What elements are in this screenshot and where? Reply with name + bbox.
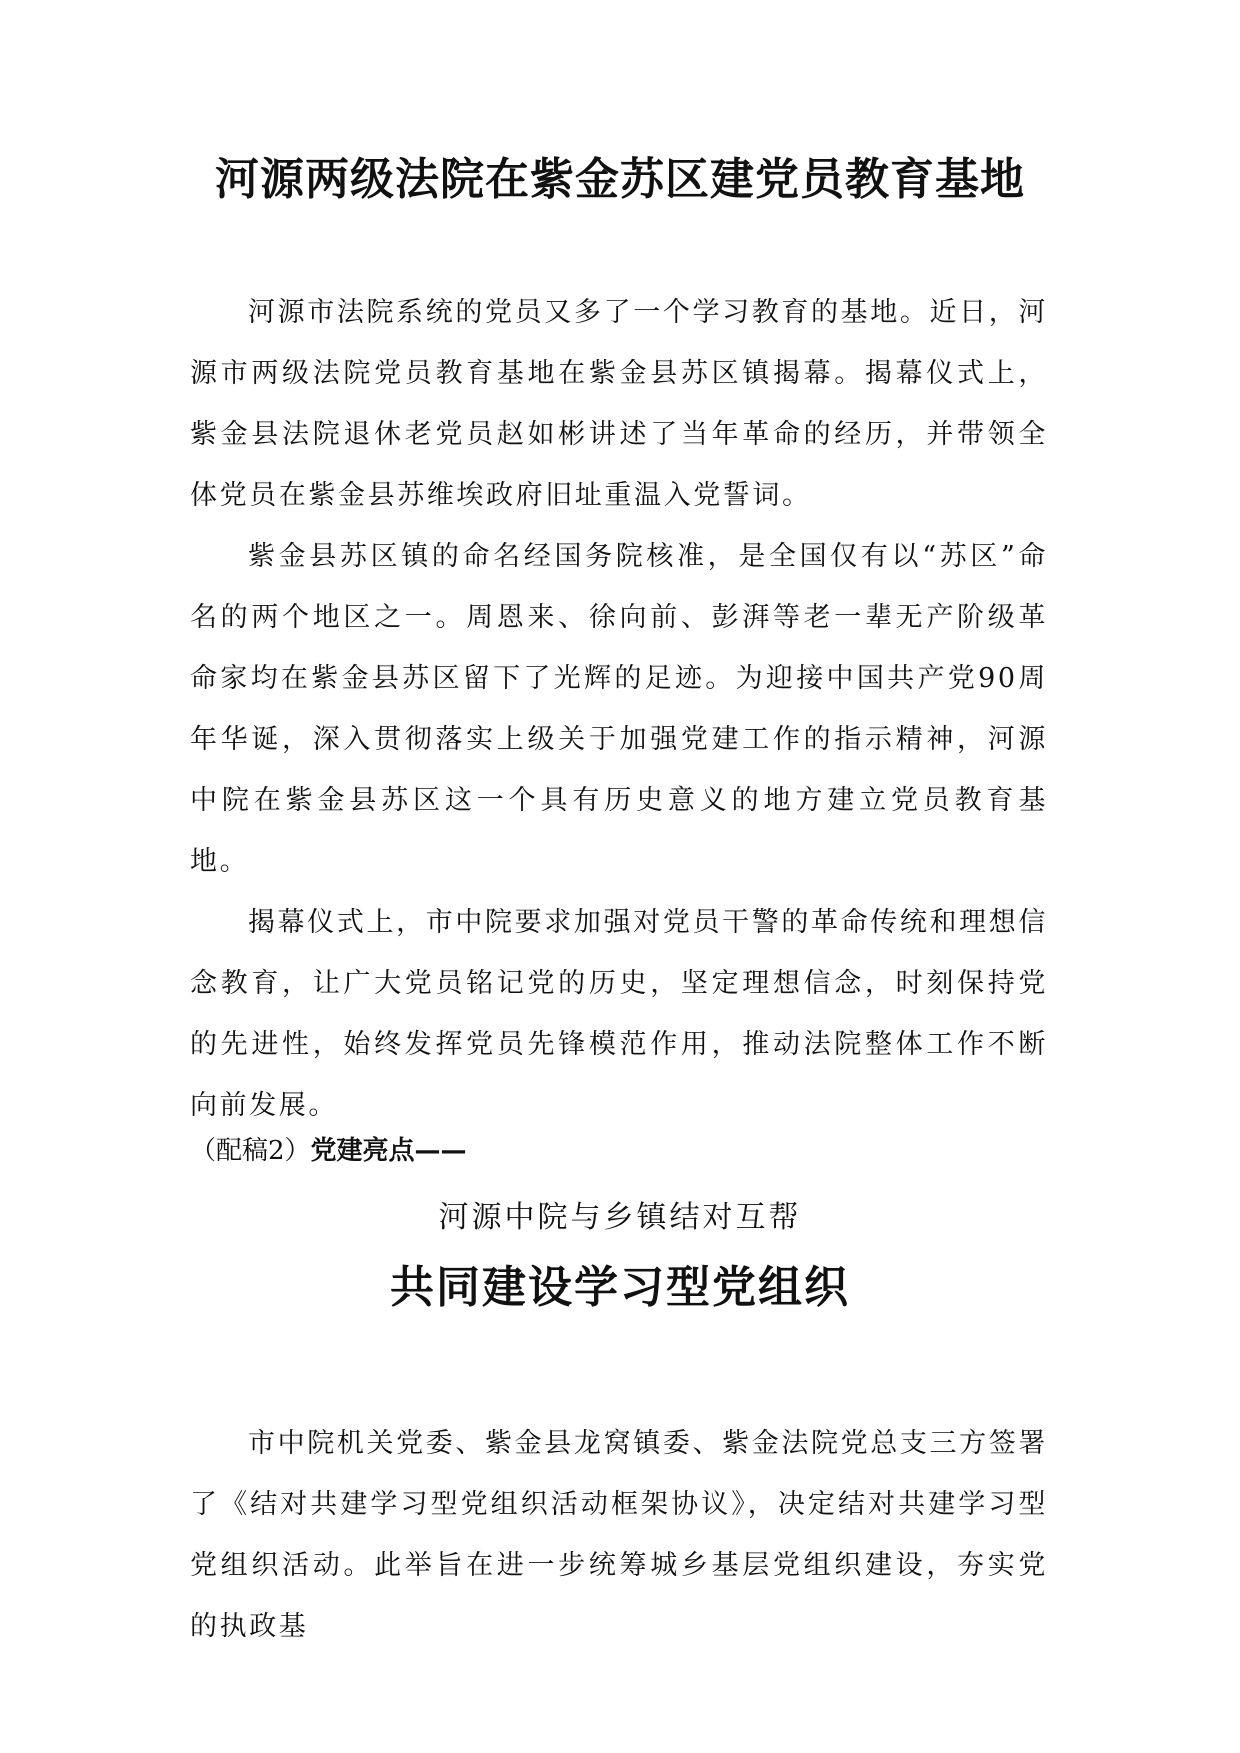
body-paragraph: 市中院机关党委、紫金县龙窝镇委、紫金法院党总支三方签署了《结对共建学习型党组织活动框架协议》，决定结对共建学习型党组织活动。此举旨在进一步统筹城乡基层党组织建设，夯实党的执政基 [190, 1428, 1048, 1642]
attachment-note-heading: 党建亮点—— [310, 1136, 467, 1166]
article-body-2 [190, 1413, 1048, 1657]
article-title-2: 共同建设学习型党组织 [390, 1262, 850, 1313]
article-subtitle: 河源中院与乡镇结对互帮 [438, 1200, 802, 1235]
article-title: 河源两级法院在紫金苏区建党员教育基地 [215, 154, 1025, 205]
attachment-note-prefix: （配稿2） [190, 1136, 311, 1166]
article-body [190, 282, 1048, 1136]
attachment-note [190, 1131, 467, 1171]
body-paragraph: 揭幕仪式上，市中院要求加强对党员干警的革命传统和理想信念教育，让广大党员铭记党的历史，坚定理想信念，时刻保持党的先进性，始终发挥党员先锋模范作用，推动法院整体工作不断向前发展。 [190, 907, 1048, 1121]
body-paragraph: 紫金县苏区镇的命名经国务院核准，是全国仅有以“苏区”命名的两个地区之一。周恩来、徐向前、彭湃等老一辈无产阶级革命家均在紫金县苏区留下了光辉的足迹。为迎接中国共产党90周年华诞，深入贯彻落实上级关于加强党建工作的指示精神，河源中院在紫金县苏区这一个具有历史意义的地方建立党员教育基地。 [190, 541, 1048, 877]
body-paragraph: 河源市法院系统的党员又多了一个学习教育的基地。近日，河源市两级法院党员教育基地在紫金县苏区镇揭幕。揭幕仪式上，紫金县法院退休老党员赵如彬讲述了当年革命的经历，并带领全体党员在紫金县苏维埃政府旧址重温入党誓词。 [190, 297, 1048, 511]
